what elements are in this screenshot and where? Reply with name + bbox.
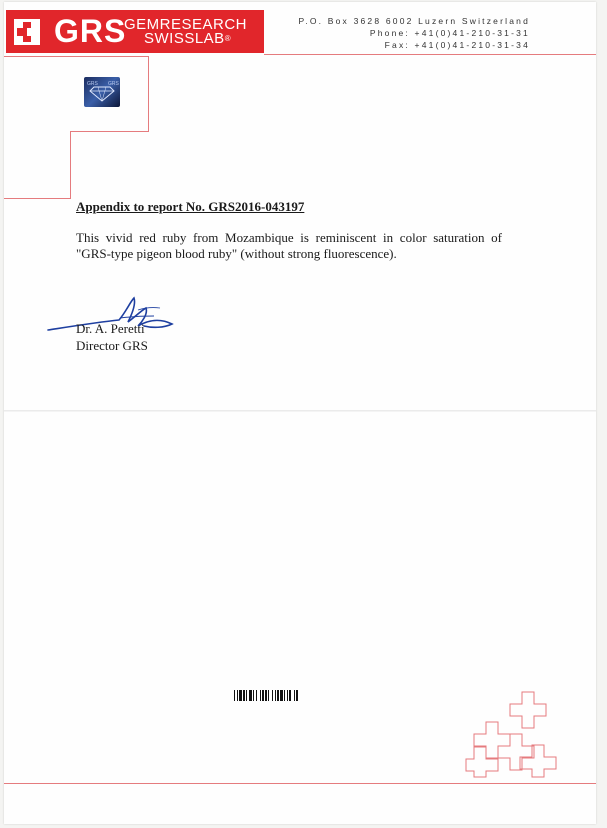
svg-text:GRS: GRS (108, 81, 119, 87)
frame-line (4, 198, 71, 199)
address-block (298, 15, 530, 51)
signer-name: Dr. A. Peretti (76, 321, 145, 336)
logo-subtitle (124, 18, 247, 46)
signer-role: Director GRS (76, 338, 148, 353)
fax-number: Fax: +41(0)41-210-31-34 (384, 40, 530, 50)
frame-line (70, 131, 149, 132)
signer-block (76, 320, 148, 354)
appendix-body: This vivid red ruby from Mozambique is reminiscent in color saturation of "GRS-type pigeon blood ruby" (without strong fluorescence). (76, 230, 502, 261)
grs-cross-pattern-icon (464, 687, 564, 779)
swiss-cross-icon (14, 19, 40, 45)
postal-address: P.O. Box 3628 6002 Luzern Switzerland (298, 16, 530, 26)
footer-rule (4, 783, 596, 784)
grs-logo (6, 10, 264, 53)
frame-line (70, 131, 71, 198)
header-rule (264, 54, 596, 55)
frame-line (148, 56, 149, 132)
logo-sub-line1: GEMRESEARCH (124, 16, 248, 33)
document-page (4, 2, 596, 824)
logo-sub-line2: SWISSLAB® (144, 30, 232, 47)
appendix-title: Appendix to report No. GRS2016-043197 (76, 199, 305, 214)
frame-line (4, 56, 149, 57)
logo-wordmark: GRS (54, 13, 127, 49)
barcode-icon (234, 690, 337, 701)
paper-fold (4, 410, 596, 412)
svg-text:GRS: GRS (87, 81, 98, 87)
phone-number: Phone: +41(0)41-210-31-31 (369, 28, 530, 38)
diamond-hologram-icon (84, 77, 120, 107)
